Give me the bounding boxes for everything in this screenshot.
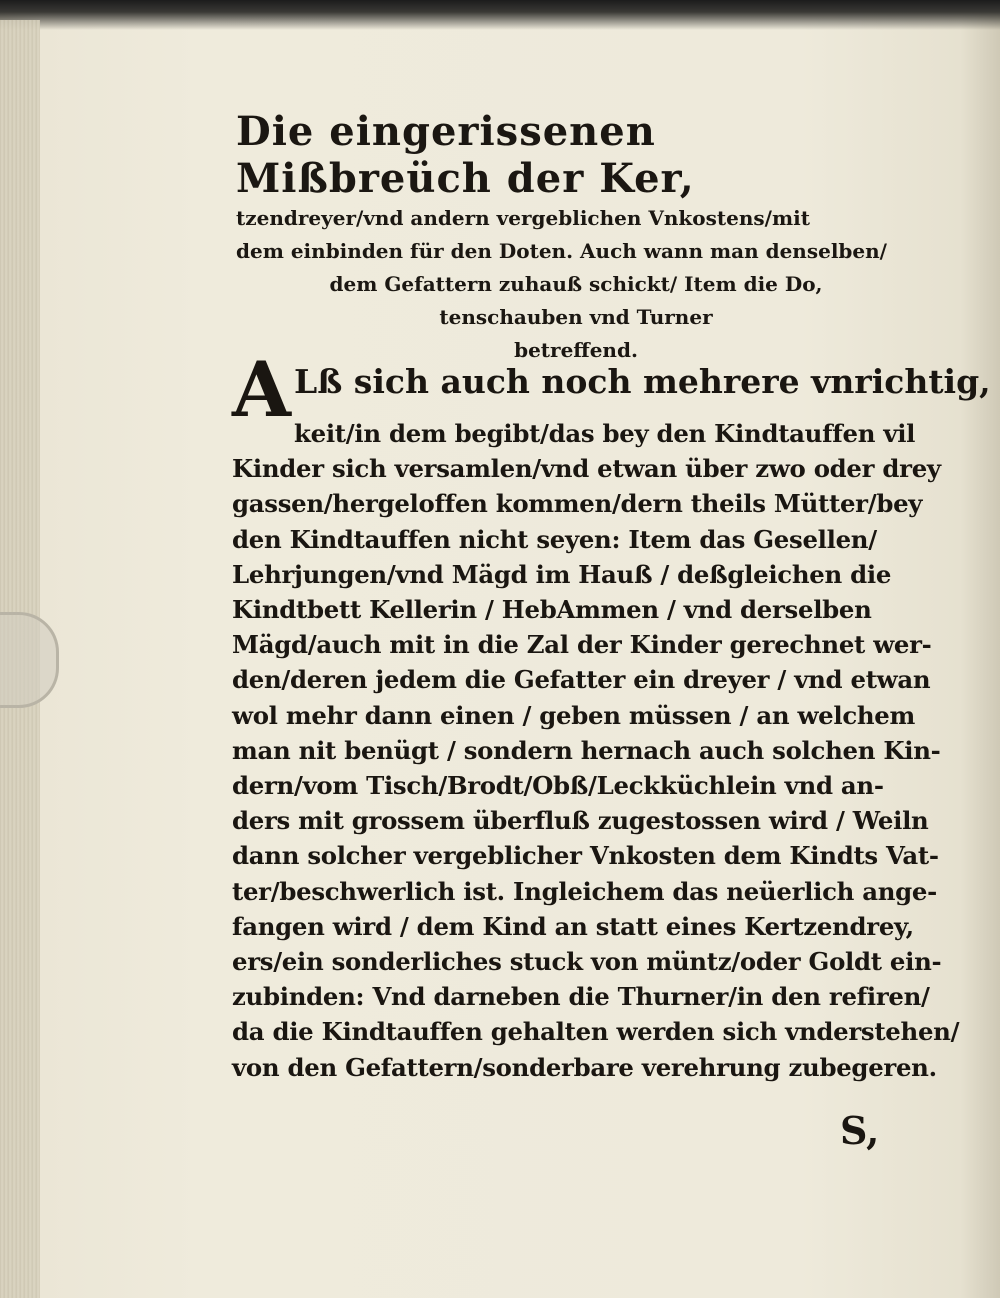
text-line: dern/vom Tisch/Brodt/Obß/Leckküchlein vnd an- <box>232 771 884 801</box>
heading-line-5: tenschauben vnd Turner <box>439 305 713 329</box>
page-tab-clip <box>0 612 59 708</box>
drop-initial: A <box>232 345 291 434</box>
text-line: zubinden: Vnd darneben die Thurner/in den refiren/ <box>232 982 930 1012</box>
text-line: ders mit grossem überfluß zugestossen wird / Weiln <box>232 806 929 836</box>
text-line: fangen wird / dem Kind an statt eines Kertzendrey, <box>232 911 914 941</box>
heading <box>236 108 916 367</box>
heading-line-1: Die eingerissenen Mißbreüch der Ker, <box>236 108 695 202</box>
text-line: ter/beschwerlich ist. Ingleichem das neüerlich ange- <box>232 876 937 906</box>
text-line: Mägd/auch mit in die Zal der Kinder gerechnet wer- <box>232 630 932 660</box>
text-line: den/deren jedem die Gefatter ein dreyer / vnd etwan <box>232 665 931 695</box>
catchword: S, <box>840 1108 880 1153</box>
text-line: gassen/hergeloffen kommen/dern theils Mütter/bey <box>232 489 923 519</box>
text-line: Kindtbett Kellerin / HebAmmen / vnd derselben <box>232 595 872 625</box>
text-line: wol mehr dann einen / geben müssen / an welchem <box>232 700 916 730</box>
text-line: ers/ein sonderliches stuck von müntz/oder Goldt ein- <box>232 947 942 977</box>
first-line-text: Lß sich auch noch mehrere vnrichtig, <box>294 362 991 401</box>
page-top-shadow <box>0 0 1000 30</box>
text-line: dann solcher vergeblicher Vnkosten dem Kindts Vat- <box>232 841 939 871</box>
body-lines <box>232 416 960 1085</box>
text-line: Kinder sich versamlen/vnd etwan über zwo oder drey <box>232 454 941 484</box>
text-line: den Kindtauffen nicht seyen: Item das Gesellen/ <box>232 524 877 554</box>
heading-line-3: dem einbinden für den Doten. Auch wann man denselben/ <box>236 239 887 263</box>
text-line: da die Kindtauffen gehalten werden sich vnderstehen/ <box>232 1017 960 1047</box>
text-line: von den Gefattern/sonderbare verehrung zubegeren. <box>232 1052 937 1082</box>
heading-line-6: betreffend. <box>514 338 638 362</box>
text-line: man nit benügt / sondern hernach auch solchen Kin- <box>232 735 941 765</box>
text-line: Lehrjungen/vnd Mägd im Hauß / deßgleichen die <box>232 559 892 589</box>
heading-line-2: tzendreyer/vnd andern vergeblichen Vnkostens/mit <box>236 206 810 230</box>
heading-line-4: dem Gefattern zuhauß schickt/ Item die Do, <box>329 272 823 296</box>
text-line: keit/in dem begibt/das bey den Kindtauffen vil <box>294 419 916 448</box>
